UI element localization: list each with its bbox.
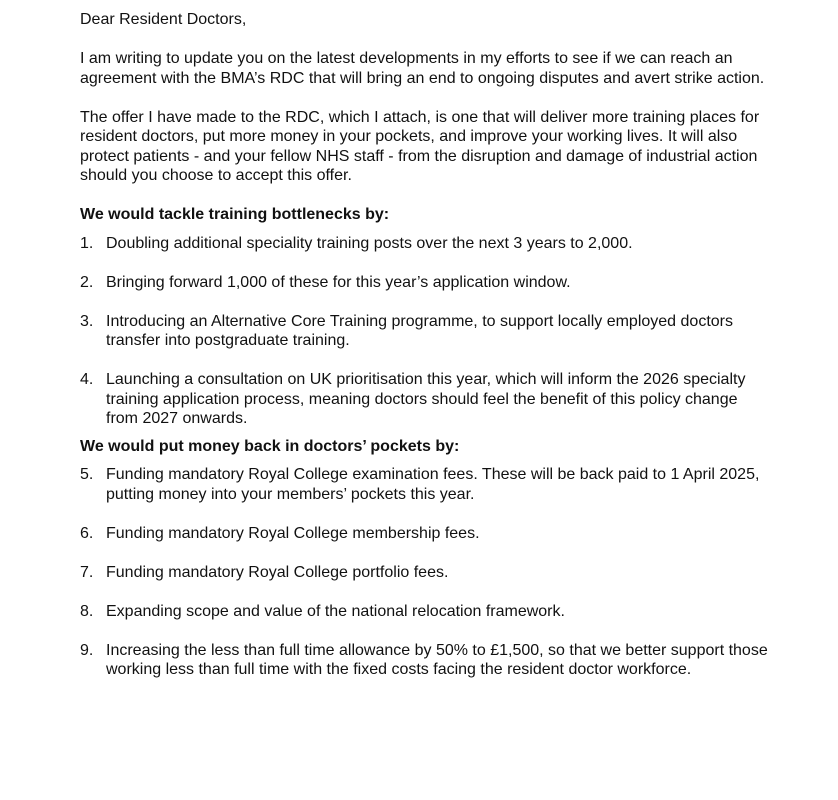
item-text: Funding mandatory Royal College examination fees. These will be back paid to 1 April 2025, putting money into your members’ pockets this year. [106, 466, 760, 503]
letter-page [80, 10, 770, 688]
item-text: Bringing forward 1,000 of these for this year’s application window. [106, 273, 571, 291]
item-text: Funding mandatory Royal College portfolio fees. [106, 563, 449, 581]
list-item [80, 370, 770, 429]
item-number: 2. [80, 273, 94, 291]
list-item [80, 273, 770, 293]
item-number: 6. [80, 524, 94, 542]
item-text: Expanding scope and value of the national relocation framework. [106, 602, 565, 620]
list-item [80, 312, 770, 351]
list-item [80, 524, 770, 544]
money-list [80, 465, 770, 680]
training-list [80, 234, 770, 429]
item-text: Introducing an Alternative Core Training programme, to support locally employed doctors transfer into postgraduate training. [106, 312, 733, 349]
list-item [80, 234, 770, 254]
item-number: 9. [80, 641, 94, 659]
item-number: 1. [80, 234, 94, 252]
item-number: 7. [80, 563, 94, 581]
offer-paragraph: The offer I have made to the RDC, which I attach, is one that will deliver more training places for resident doctors, put more money in your pockets, and improve your working lives. It will also protect patients - and your fellow NHS staff - from the disruption and damage of industrial action should you choose to accept this offer. [80, 108, 760, 184]
item-text: Launching a consultation on UK prioritisation this year, which will inform the 2026 specialty training application process, meaning doctors should feel the benefit of this policy change from 2027 onwards. [106, 371, 746, 427]
item-text: Increasing the less than full time allowance by 50% to £1,500, so that we better support those working less than full time with the fixed costs facing the resident doctor workforce. [106, 641, 768, 678]
money-heading: We would put money back in doctors’ pockets by: [80, 437, 460, 455]
list-item [80, 563, 770, 583]
list-item [80, 602, 770, 622]
item-number: 5. [80, 466, 94, 483]
salutation: Dear Resident Doctors, [80, 11, 247, 28]
item-number: 4. [80, 371, 94, 388]
item-number: 8. [80, 602, 94, 620]
intro-paragraph: I am writing to update you on the latest developments in my efforts to see if we can reach an agreement with the BMA’s RDC that will bring an end to ongoing disputes and avert strike action. [80, 50, 765, 87]
item-text: Doubling additional speciality training posts over the next 3 years to 2,000. [106, 234, 633, 252]
item-text: Funding mandatory Royal College membership fees. [106, 524, 480, 542]
list-item [80, 465, 770, 504]
list-item [80, 641, 770, 680]
item-number: 3. [80, 312, 94, 330]
training-heading: We would tackle training bottlenecks by: [80, 206, 390, 223]
